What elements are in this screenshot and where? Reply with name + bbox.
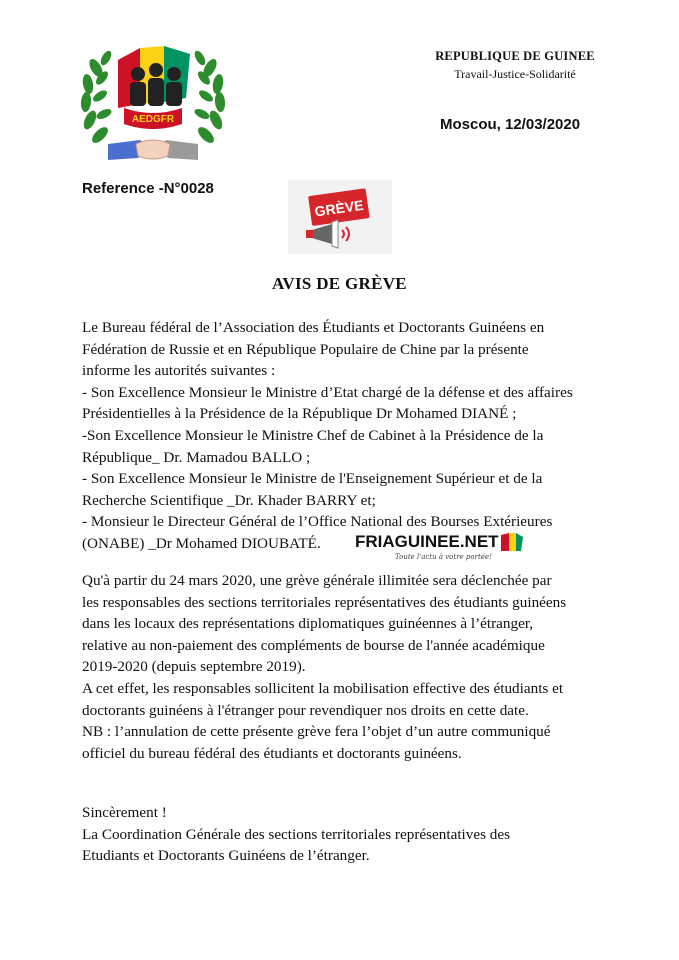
intro-line: -Son Excellence Monsieur le Ministre Chef de Cabinet à la Présidence de la <box>82 426 544 444</box>
body-line: les responsables des sections territoriales représentatives des étudiants guinéens <box>82 593 567 611</box>
republic-motto: Travail-Justice-Solidarité <box>454 67 576 81</box>
intro-line: Fédération de Russie et en République Populaire de Chine par la présente <box>82 340 529 358</box>
body-line: dans les locaux des représentations diplomatiques guinéennes à l’étranger, <box>82 615 534 633</box>
body-paragraph <box>82 570 598 764</box>
intro-line: Présidentielles à la Présidence de la République Dr Mohamed DIANÉ ; <box>82 405 517 423</box>
watermark-tagline: Toute l'actu à votre portée! <box>395 553 492 561</box>
laurel-right-icon <box>193 49 226 146</box>
body-line: doctorants guinéens à l'étranger pour revendiquer nos droits en cette date. <box>82 701 529 719</box>
intro-line: République_ Dr. Mamadou BALLO ; <box>82 448 311 466</box>
intro-line: - Son Excellence Monsieur le Ministre de l'Enseignement Supérieur et de la <box>82 470 543 488</box>
greve-word: GRÈVE <box>313 196 365 220</box>
greve-megaphone-image <box>288 180 392 254</box>
closing-line: La Coordination Générale des sections territoriales représentatives des <box>82 825 511 843</box>
intro-line: - Monsieur le Directeur Général de l’Office National des Bourses Extérieures <box>82 513 553 531</box>
republic-name: REPUBLIQUE DE GUINEE <box>435 49 595 63</box>
intro-line: Recherche Scientifique _Dr. Khader BARRY et; <box>82 491 376 509</box>
intro-line: (ONABE) _Dr Mohamed DIOUBATÉ. <box>82 534 321 552</box>
logo-text: AEDGFR <box>131 114 175 125</box>
body-line: A cet effet, les responsables sollicitent la mobilisation effective des étudiants et <box>82 679 564 697</box>
notice-title: AVIS DE GRÈVE <box>272 274 407 293</box>
body-line: officiel du bureau fédéral des étudiants et doctorants guinéens. <box>82 744 462 762</box>
body-line: 2019-2020 (depuis septembre 2019). <box>82 658 306 676</box>
handshake-icon <box>108 140 198 160</box>
aedgfr-logo <box>78 38 228 170</box>
guinea-map-icon <box>501 533 523 551</box>
intro-line: - Son Excellence Monsieur le Ministre d’Etat chargé de la défense et des affaires <box>82 383 573 401</box>
closing-line: Etudiants et Doctorants Guinéens de l’étranger. <box>82 847 370 865</box>
laurel-left-icon <box>80 49 113 146</box>
body-line: relative au non-paiement des compléments de bourse de l'année académique <box>82 636 545 654</box>
intro-line: informe les autorités suivantes : <box>82 362 276 380</box>
reference-number: Reference -N°0028 <box>82 180 214 197</box>
body-line: Qu'à partir du 24 mars 2020, une grève générale illimitée sera déclenchée par <box>82 572 552 589</box>
friaguinee-watermark <box>355 529 525 561</box>
place-date: Moscou, 12/03/2020 <box>440 116 581 133</box>
body-line: NB : l’annulation de cette présente grève fera l’objet d’un autre communiqué <box>82 723 551 741</box>
students-icon <box>130 63 182 106</box>
intro-paragraph <box>82 317 598 555</box>
closing-signature <box>82 802 510 867</box>
intro-line: Le Bureau fédéral de l’Association des Étudiants et Doctorants Guinéens en <box>82 319 545 336</box>
watermark-name: FRIAGUINEE.NET <box>355 532 499 551</box>
closing-line: Sincèrement ! <box>82 804 167 821</box>
